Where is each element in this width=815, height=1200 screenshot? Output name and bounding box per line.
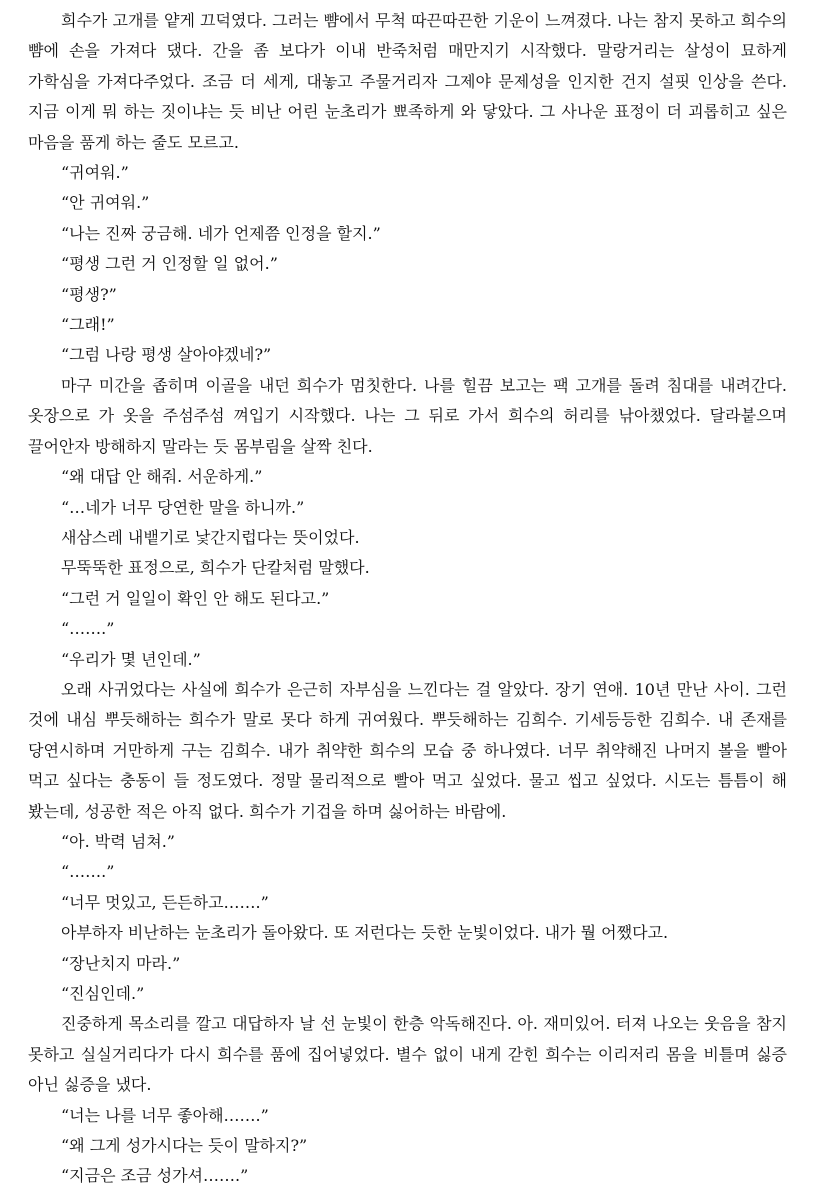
paragraph: 희수가 고개를 얕게 끄덕였다. 그러는 뺨에서 무척 따끈따끈한 기운이 느껴졌다. 나는 참지 못하고 희수의 뺨에 손을 가져다 댔다. 간을 좀 보다가 이내 반죽처럼 매만지기 시작했다. 말랑거리는 살성이 묘하게 가학심을 가져다주었다. 조금 더 세게, 대놓고 주물거리자 그제야 문제성을 인지한 건지 설핏 인상을 쓴다. 지금 이게 뭐 하는 짓이냐는 듯 비난 어린 눈초리가 뾰족하게 와 닿았다. 그 사나운 표정이 더 괴롭히고 싶은 마음을 품게 하는 줄도 모르고. [28,11,787,152]
narration-line: 무뚝뚝한 표정으로, 희수가 단칼처럼 말했다. [61,558,370,578]
dialogue-line: “너무 멋있고, 든든하고…….” [61,892,269,912]
dialogue-line: “그래!” [61,315,115,335]
dialogue-line: “평생 그런 거 인정할 일 없어.” [61,254,278,274]
narration-line: 아부하자 비난하는 눈초리가 돌아왔다. 또 저런다는 듯한 눈빛이었다. 내가 뭘 어쨌다고. [61,923,669,943]
dialogue-line: “귀여워.” [61,163,129,183]
dialogue-line: “…….” [61,619,115,639]
dialogue-line: “안 귀여워.” [61,193,150,213]
dialogue-line: “나는 진짜 궁금해. 네가 언제쯤 인정을 할지.” [61,223,381,243]
dialogue-line: “…….” [61,862,115,882]
dialogue-line: “장난치지 마라.” [61,953,181,973]
dialogue-line: “지금은 조금 성가셔…….” [61,1166,249,1186]
dialogue-line: “그런 거 일일이 확인 안 해도 된다고.” [61,588,330,608]
dialogue-line: “평생?” [61,284,117,304]
dialogue-line: “우리가 몇 년인데.” [61,649,201,669]
dialogue-line: “왜 대답 안 해줘. 서운하게.” [61,467,263,487]
dialogue-line: “왜 그게 성가시다는 듯이 말하지?” [61,1136,308,1156]
paragraph: 진중하게 목소리를 깔고 대답하자 날 선 눈빛이 한층 악독해진다. 아. 재미있어. 터져 나오는 웃음을 참지 못하고 실실거리다가 다시 희수를 품에 집어넣었다. 별수 없이 내게 갇힌 희수는 이리저리 몸을 비틀며 싫증 아닌 싫증을 냈다. [28,1014,787,1095]
dialogue-line: “너는 나를 너무 좋아해…….” [61,1105,269,1125]
dialogue-line: “아. 박력 넘쳐.” [61,831,175,851]
dialogue-line: “그럼 나랑 평생 살아야겠네?” [61,345,272,365]
dialogue-line: “진심인데.” [61,984,145,1003]
paragraph: 마구 미간을 좁히며 이골을 내던 희수가 멈칫한다. 나를 힐끔 보고는 팩 고개를 돌려 침대를 내려간다. 옷장으로 가 옷을 주섬주섬 껴입기 시작했다. 나는 그 뒤로 가서 희수의 허리를 낚아챘었다. 달라붙으며 끌어안자 방해하지 말라는 듯 몸부림을 살짝 친다. [28,375,787,456]
narration-line: 새삼스레 내뱉기로 낯간지럽다는 뜻이었다. [61,527,360,547]
paragraph: 오래 사귀었다는 사실에 희수가 은근히 자부심을 느낀다는 걸 알았다. 장기 연애. 10년 만난 사이. 그런 것에 내심 뿌듯해하는 희수가 말로 못다 하게 귀여웠다. 뿌듯해하는 김희수. 기세등등한 김희수. 내 존재를 당연시하며 거만하게 구는 김희수. 내가 취약한 희수의 모습 중 하나였다. 너무 취약해진 나머지 볼을 빨아 먹고 싶다는 충동이 들 정도였다. 정말 물리적으로 빨아 먹고 싶었다. 물고 씹고 싶었다. 시도는 틈틈이 해 봤는데, 성공한 적은 아직 없다. 희수가 기겁을 하며 싫어하는 바람에. [28,679,787,821]
dialogue-line: “…네가 너무 당연한 말을 하니까.” [61,497,305,517]
